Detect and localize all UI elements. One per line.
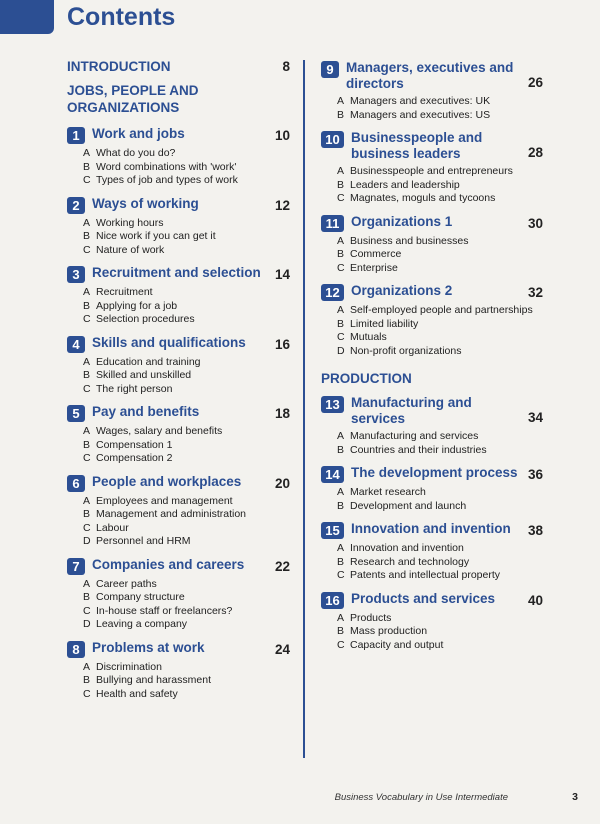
subtopic-letter: A bbox=[83, 660, 91, 673]
subtopic-text: Nice work if you can get it bbox=[96, 230, 216, 242]
subtopic-item bbox=[337, 179, 543, 193]
unit-heading bbox=[321, 591, 543, 609]
subtopic-letter: D bbox=[83, 535, 91, 547]
subtopic-item bbox=[83, 356, 290, 370]
unit-title: Innovation and invention bbox=[351, 521, 511, 536]
unit-entry[interactable] bbox=[321, 130, 543, 206]
subtopic-text: The right person bbox=[96, 382, 173, 395]
unit-entry[interactable] bbox=[67, 335, 290, 397]
unit-list bbox=[67, 126, 290, 701]
subtopic-letter: A bbox=[337, 542, 345, 554]
subtopic-text: What do you do? bbox=[96, 147, 176, 159]
subtopic-text: Selection procedures bbox=[96, 313, 195, 325]
unit-number-badge: 8 bbox=[67, 641, 85, 658]
unit-title: Products and services bbox=[351, 590, 496, 606]
unit-title: Recruitment and selection bbox=[92, 265, 261, 280]
subtopic-list bbox=[83, 495, 290, 549]
section-heading-jobs bbox=[67, 82, 290, 116]
subtopic-list bbox=[337, 542, 543, 583]
subtopic-letter: A bbox=[83, 147, 91, 159]
subtopic-text: Employees and management bbox=[96, 494, 233, 507]
unit-page-number: 22 bbox=[274, 558, 290, 574]
subtopic-item bbox=[337, 345, 543, 359]
footer-page-number: 3 bbox=[572, 791, 578, 803]
column-divider bbox=[303, 60, 305, 758]
unit-number-badge: 5 bbox=[67, 405, 85, 422]
unit-page-number: 32 bbox=[527, 285, 543, 300]
subtopic-text: Discrimination bbox=[96, 660, 162, 673]
subtopic-item bbox=[337, 556, 543, 570]
unit-title: Organizations 2 bbox=[351, 283, 453, 298]
subtopic-text: Patents and intellectual property bbox=[350, 569, 501, 581]
subtopic-item bbox=[83, 286, 290, 300]
subtopic-list bbox=[83, 147, 290, 188]
unit-page-number: 20 bbox=[274, 475, 290, 491]
subtopic-item bbox=[337, 262, 543, 276]
subtopic-letter: D bbox=[83, 618, 91, 630]
unit-entry[interactable] bbox=[67, 557, 290, 632]
subtopic-text: Labour bbox=[96, 521, 129, 534]
subtopic-letter: C bbox=[337, 638, 345, 651]
subtopic-item bbox=[83, 174, 290, 188]
subtopic-item bbox=[83, 147, 290, 161]
unit-page-number: 24 bbox=[274, 641, 290, 657]
subtopic-text: Types of job and types of work bbox=[96, 174, 238, 186]
subtopic-text: Career paths bbox=[96, 577, 157, 590]
subtopic-letter: C bbox=[83, 313, 91, 325]
subtopic-text: Working hours bbox=[96, 216, 164, 229]
subtopic-letter: A bbox=[337, 611, 345, 624]
subtopic-text: Development and launch bbox=[350, 499, 467, 512]
unit-list bbox=[321, 60, 543, 358]
subtopic-list bbox=[83, 356, 290, 397]
subtopic-text: Word combinations with 'work' bbox=[96, 160, 237, 173]
subtopic-letter: B bbox=[337, 178, 345, 191]
subtopic-letter: B bbox=[337, 555, 345, 568]
subtopic-letter: A bbox=[337, 304, 345, 316]
unit-heading bbox=[67, 126, 290, 144]
subtopic-text: Management and administration bbox=[96, 508, 247, 520]
subtopic-letter: A bbox=[83, 425, 91, 437]
unit-page-number: 36 bbox=[527, 467, 543, 482]
unit-number-badge: 10 bbox=[321, 131, 344, 148]
subtopic-item bbox=[337, 95, 543, 109]
subtopic-letter: A bbox=[337, 430, 345, 442]
unit-entry[interactable] bbox=[321, 214, 543, 276]
subtopic-item bbox=[83, 383, 290, 397]
subtopic-list bbox=[83, 425, 290, 466]
contents-left-column bbox=[67, 58, 290, 701]
subtopic-text: Commerce bbox=[350, 248, 402, 260]
subtopic-text: Non-profit organizations bbox=[350, 344, 462, 357]
subtopic-letter: C bbox=[337, 569, 345, 581]
subtopic-text: Managers and executives: US bbox=[350, 108, 491, 121]
unit-heading bbox=[67, 640, 290, 658]
unit-title: The development process bbox=[351, 465, 518, 480]
contents-right-column bbox=[321, 60, 543, 652]
unit-heading bbox=[321, 60, 543, 92]
unit-heading bbox=[67, 474, 290, 492]
subtopic-letter: C bbox=[83, 452, 91, 464]
subtopic-letter: A bbox=[337, 165, 345, 177]
subtopic-letter: A bbox=[83, 577, 91, 590]
subtopic-item bbox=[83, 452, 290, 466]
unit-number-badge: 15 bbox=[321, 522, 344, 539]
subtopic-list bbox=[337, 304, 543, 358]
unit-title: Problems at work bbox=[92, 639, 205, 655]
unit-page-number: 14 bbox=[274, 267, 290, 282]
subtopic-item bbox=[337, 430, 543, 444]
subtopic-text: Wages, salary and benefits bbox=[96, 425, 223, 437]
subtopic-text: Businesspeople and entrepreneurs bbox=[350, 165, 513, 177]
subtopic-item bbox=[337, 444, 543, 458]
subtopic-letter: C bbox=[83, 687, 91, 700]
subtopic-letter: B bbox=[337, 625, 345, 637]
subtopic-text: Self-employed people and partnerships bbox=[350, 304, 533, 316]
unit-title: Managers, executives and directors bbox=[346, 60, 514, 91]
subtopic-text: Applying for a job bbox=[96, 299, 178, 312]
page-title: Contents bbox=[67, 3, 176, 31]
subtopic-text: Manufacturing and services bbox=[350, 430, 479, 442]
subtopic-text: Company structure bbox=[96, 591, 185, 603]
unit-number-badge: 1 bbox=[67, 127, 85, 144]
subtopic-letter: B bbox=[83, 591, 91, 603]
subtopic-text: Countries and their industries bbox=[350, 443, 487, 456]
unit-title: Manufacturing and services bbox=[351, 395, 472, 426]
unit-heading bbox=[321, 521, 543, 539]
unit-entry[interactable] bbox=[67, 126, 290, 188]
subtopic-item bbox=[83, 439, 290, 453]
subtopic-text: Managers and executives: UK bbox=[350, 95, 491, 107]
subtopic-letter: C bbox=[83, 521, 91, 534]
subtopic-text: Innovation and invention bbox=[350, 542, 464, 554]
unit-heading bbox=[321, 214, 543, 232]
unit-title: Organizations 1 bbox=[351, 213, 453, 229]
subtopic-item bbox=[83, 535, 290, 549]
subtopic-list bbox=[83, 578, 290, 632]
unit-page-number: 12 bbox=[274, 197, 290, 213]
subtopic-letter: B bbox=[83, 230, 91, 242]
subtopic-list bbox=[337, 486, 543, 513]
subtopic-list bbox=[337, 430, 543, 457]
subtopic-letter: B bbox=[337, 108, 345, 121]
subtopic-letter: A bbox=[83, 494, 91, 507]
subtopic-letter: A bbox=[337, 234, 345, 247]
unit-number-badge: 7 bbox=[67, 558, 85, 575]
subtopic-text: Market research bbox=[350, 486, 426, 498]
subtopic-letter: B bbox=[83, 369, 91, 381]
subtopic-text: Research and technology bbox=[350, 555, 470, 568]
subtopic-letter: B bbox=[337, 248, 345, 260]
unit-number-badge: 14 bbox=[321, 466, 344, 483]
unit-entry[interactable] bbox=[321, 521, 543, 583]
unit-page-number: 38 bbox=[527, 523, 543, 538]
subtopic-list bbox=[337, 95, 543, 122]
subtopic-list bbox=[83, 661, 290, 702]
unit-entry[interactable] bbox=[67, 404, 290, 466]
section-heading-production bbox=[321, 370, 543, 387]
section-label: JOBS, PEOPLE AND ORGANIZATIONS bbox=[67, 83, 199, 115]
subtopic-text: Leaving a company bbox=[96, 618, 188, 630]
unit-title: Work and jobs bbox=[92, 126, 185, 141]
unit-entry[interactable] bbox=[321, 591, 543, 653]
subtopic-list bbox=[83, 217, 290, 258]
subtopic-item bbox=[83, 369, 290, 383]
subtopic-text: Enterprise bbox=[350, 261, 398, 274]
unit-page-number: 10 bbox=[274, 128, 290, 143]
unit-number-badge: 3 bbox=[67, 266, 85, 283]
unit-number-badge: 11 bbox=[321, 215, 344, 232]
unit-heading bbox=[67, 404, 290, 422]
subtopic-text: Products bbox=[350, 611, 392, 624]
subtopic-letter: C bbox=[83, 174, 91, 186]
unit-page-number: 18 bbox=[274, 406, 290, 421]
unit-page-number: 34 bbox=[527, 410, 543, 425]
subtopic-letter: B bbox=[83, 508, 91, 520]
subtopic-list bbox=[337, 612, 543, 653]
unit-page-number: 26 bbox=[527, 75, 543, 90]
subtopic-letter: C bbox=[83, 604, 91, 617]
unit-number-badge: 13 bbox=[321, 396, 344, 413]
subtopic-item bbox=[83, 578, 290, 592]
subtopic-list bbox=[83, 286, 290, 327]
subtopic-item bbox=[83, 161, 290, 175]
unit-list bbox=[321, 395, 543, 652]
subtopic-text: Recruitment bbox=[96, 286, 153, 298]
subtopic-item bbox=[337, 109, 543, 123]
subtopic-letter: C bbox=[83, 243, 91, 256]
subtopic-letter: B bbox=[337, 499, 345, 512]
footer-book-title: Business Vocabulary in Use Intermediate bbox=[334, 792, 508, 803]
subtopic-text: Business and businesses bbox=[350, 234, 469, 247]
subtopic-letter: C bbox=[337, 331, 345, 343]
subtopic-letter: B bbox=[83, 299, 91, 312]
subtopic-item bbox=[83, 508, 290, 522]
subtopic-letter: C bbox=[337, 192, 345, 204]
subtopic-item bbox=[337, 500, 543, 514]
unit-entry[interactable] bbox=[321, 465, 543, 513]
subtopic-item bbox=[83, 313, 290, 327]
subtopic-text: Mass production bbox=[350, 625, 428, 637]
unit-number-badge: 9 bbox=[321, 61, 339, 78]
subtopic-text: Magnates, moguls and tycoons bbox=[350, 192, 496, 204]
unit-entry[interactable] bbox=[321, 60, 543, 122]
subtopic-letter: A bbox=[83, 286, 91, 298]
subtopic-item bbox=[83, 605, 290, 619]
subtopic-item bbox=[337, 542, 543, 556]
subtopic-item bbox=[337, 235, 543, 249]
subtopic-text: Compensation 2 bbox=[96, 452, 173, 464]
subtopic-list bbox=[337, 165, 543, 206]
unit-page-number: 28 bbox=[527, 145, 543, 160]
subtopic-item bbox=[83, 674, 290, 688]
subtopic-letter: B bbox=[83, 438, 91, 451]
subtopic-item bbox=[83, 618, 290, 632]
section-label: PRODUCTION bbox=[321, 371, 412, 386]
subtopic-list bbox=[337, 235, 543, 276]
unit-page-number: 30 bbox=[527, 215, 543, 231]
subtopic-text: Nature of work bbox=[96, 243, 165, 256]
subtopic-item bbox=[337, 304, 543, 318]
subtopic-item bbox=[83, 495, 290, 509]
unit-entry[interactable] bbox=[67, 640, 290, 702]
unit-number-badge: 2 bbox=[67, 197, 85, 214]
subtopic-item bbox=[83, 244, 290, 258]
subtopic-item bbox=[83, 425, 290, 439]
subtopic-item bbox=[83, 217, 290, 231]
unit-entry[interactable] bbox=[67, 265, 290, 327]
subtopic-letter: A bbox=[337, 486, 345, 498]
subtopic-text: Education and training bbox=[96, 355, 201, 368]
subtopic-item bbox=[337, 612, 543, 626]
unit-heading bbox=[321, 395, 543, 427]
subtopic-item bbox=[337, 639, 543, 653]
unit-heading bbox=[321, 283, 543, 301]
subtopic-letter: A bbox=[83, 355, 91, 368]
unit-title: Pay and benefits bbox=[92, 404, 200, 419]
subtopic-item bbox=[83, 300, 290, 314]
unit-title: Ways of working bbox=[92, 195, 199, 211]
unit-number-badge: 12 bbox=[321, 284, 344, 301]
unit-number-badge: 6 bbox=[67, 475, 85, 492]
subtopic-letter: D bbox=[337, 344, 345, 357]
subtopic-item bbox=[337, 165, 543, 179]
subtopic-item bbox=[83, 688, 290, 702]
subtopic-text: Health and safety bbox=[96, 687, 178, 700]
subtopic-letter: B bbox=[337, 443, 345, 456]
unit-heading bbox=[321, 465, 543, 483]
subtopic-text: Capacity and output bbox=[350, 638, 444, 651]
unit-number-badge: 16 bbox=[321, 592, 344, 609]
subtopic-item bbox=[337, 192, 543, 206]
unit-heading bbox=[67, 265, 290, 283]
subtopic-letter: A bbox=[83, 216, 91, 229]
subtopic-text: Compensation 1 bbox=[96, 438, 173, 451]
intro-page: 8 bbox=[282, 59, 290, 74]
intro-label: INTRODUCTION bbox=[67, 59, 171, 74]
subtopic-letter: B bbox=[83, 160, 91, 173]
subtopic-text: Personnel and HRM bbox=[96, 535, 191, 547]
subtopic-item bbox=[337, 318, 543, 332]
subtopic-item bbox=[337, 625, 543, 639]
unit-page-number: 16 bbox=[274, 336, 290, 352]
subtopic-letter: B bbox=[337, 317, 345, 330]
subtopic-letter: A bbox=[337, 95, 345, 107]
subtopic-text: Limited liability bbox=[350, 317, 419, 330]
subtopic-item bbox=[337, 486, 543, 500]
subtopic-text: Leaders and leadership bbox=[350, 178, 460, 191]
unit-title: People and workplaces bbox=[92, 473, 242, 489]
intro-entry[interactable] bbox=[67, 58, 290, 75]
unit-title: Businesspeople and business leaders bbox=[351, 130, 483, 161]
subtopic-letter: C bbox=[337, 261, 345, 274]
subtopic-item bbox=[83, 591, 290, 605]
unit-heading bbox=[67, 196, 290, 214]
subtopic-item bbox=[337, 569, 543, 583]
subtopic-item bbox=[83, 661, 290, 675]
subtopic-item bbox=[337, 248, 543, 262]
subtopic-text: Bullying and harassment bbox=[96, 674, 211, 686]
subtopic-letter: C bbox=[83, 382, 91, 395]
subtopic-item bbox=[83, 230, 290, 244]
subtopic-text: Mutuals bbox=[350, 331, 387, 343]
unit-title: Skills and qualifications bbox=[92, 334, 246, 350]
unit-entry[interactable] bbox=[67, 196, 290, 258]
unit-heading bbox=[321, 130, 543, 162]
unit-heading bbox=[67, 335, 290, 353]
unit-page-number: 40 bbox=[527, 592, 543, 608]
subtopic-item bbox=[337, 331, 543, 345]
unit-entry[interactable] bbox=[67, 474, 290, 549]
unit-number-badge: 4 bbox=[67, 336, 85, 353]
unit-title: Companies and careers bbox=[92, 556, 245, 572]
page-corner-tab bbox=[0, 0, 54, 34]
unit-heading bbox=[67, 557, 290, 575]
subtopic-letter: B bbox=[83, 674, 91, 686]
subtopic-item bbox=[83, 522, 290, 536]
subtopic-text: Skilled and unskilled bbox=[96, 369, 192, 381]
unit-entry[interactable] bbox=[321, 395, 543, 457]
subtopic-text: In-house staff or freelancers? bbox=[96, 604, 233, 617]
unit-entry[interactable] bbox=[321, 283, 543, 358]
